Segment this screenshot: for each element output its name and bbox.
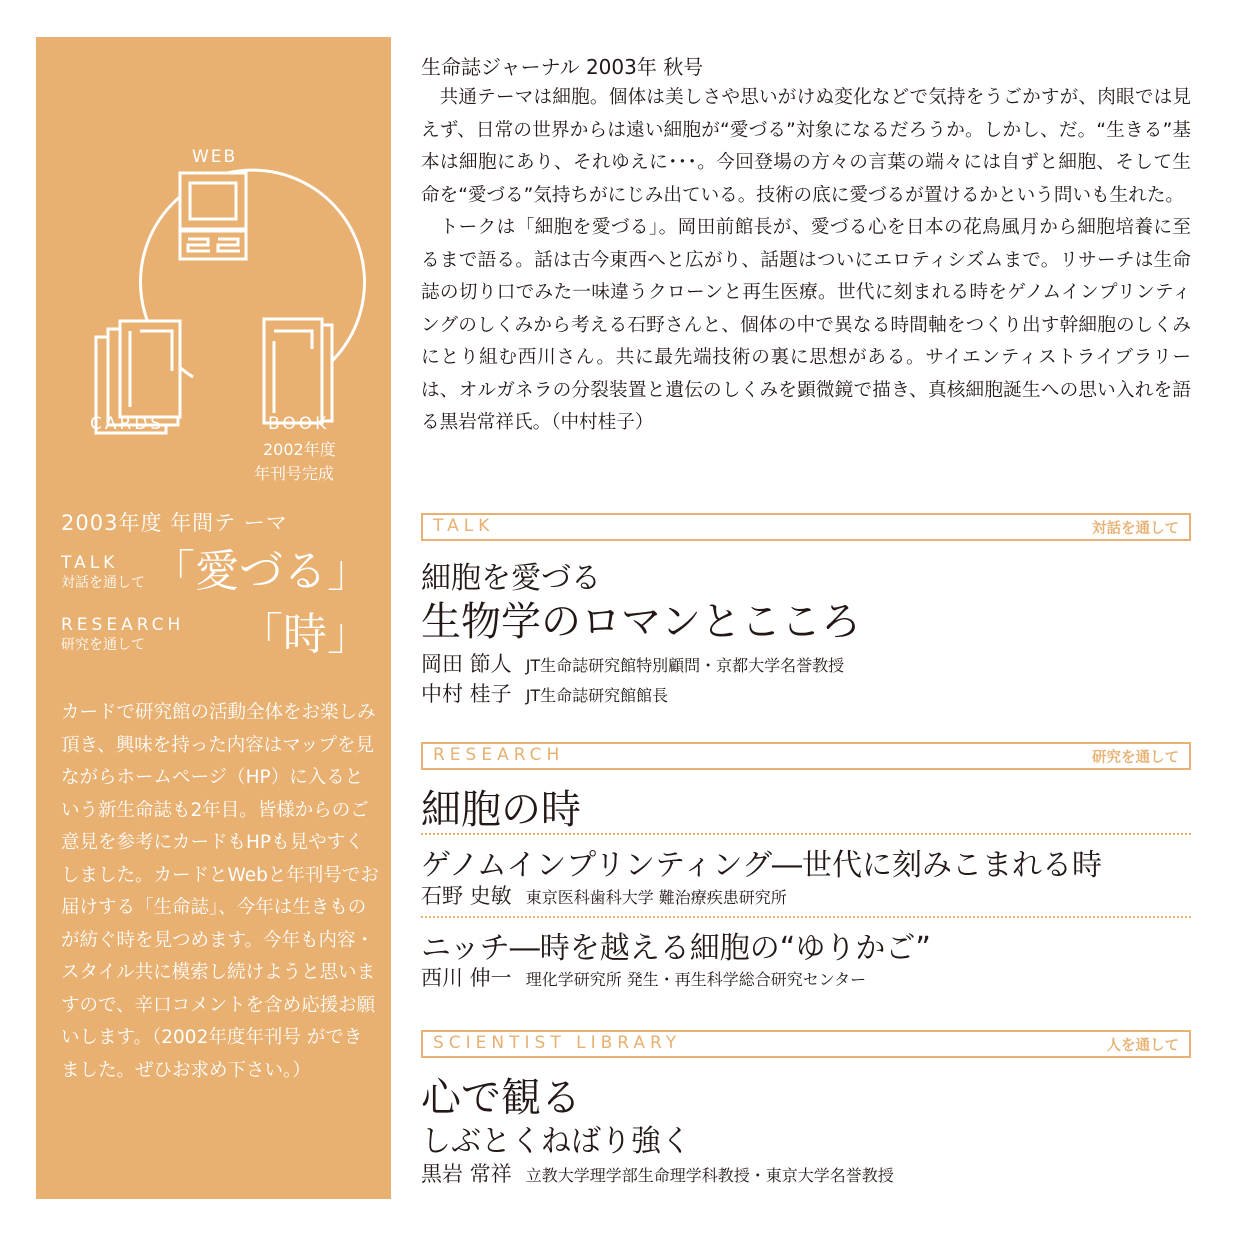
person-name: 黒岩 常祥	[421, 1162, 512, 1186]
sidebar-panel	[36, 37, 391, 1199]
research-theme-word: 「時」	[239, 609, 371, 660]
talk-person-1	[421, 648, 844, 678]
person-name: 西川 伸一	[421, 966, 512, 990]
logo-web-label: WEB	[192, 147, 238, 167]
research-bar-sublabel: 研究を通して	[1092, 750, 1179, 766]
library-title-1: 心で観る	[421, 1075, 581, 1121]
talk-section-bar	[421, 513, 1191, 541]
talk-bar-label: TALK	[433, 516, 495, 536]
logo-book-label: BOOK	[268, 414, 330, 434]
person-affiliation: JT生命誌研究館館長	[525, 686, 669, 705]
research-section-bar	[421, 742, 1191, 770]
talk-theme-word: 「愛づる」	[151, 546, 371, 597]
talk-title-2: 生物学のロマンとこころ	[421, 599, 861, 645]
library-person	[421, 1158, 894, 1188]
dotted-divider	[421, 916, 1191, 918]
research-title: 細胞の時	[421, 787, 581, 833]
dotted-divider	[421, 833, 1191, 835]
research-item-2-title: ニッチ―時を越える細胞の“ゆりかご”	[421, 931, 931, 966]
library-bar-sublabel: 人を通して	[1106, 1038, 1179, 1054]
library-bar-label: SCIENTIST LIBRARY	[433, 1033, 682, 1053]
person-affiliation: JT生命誌研究館特別顧問・京都大学名誉教授	[525, 656, 845, 675]
intro-paragraph-1: 共通テーマは細胞。個体は美しさや思いがけぬ変化などで気持をうごかすが、肉眼では見えず、日常の世界からは遠い細胞が“愛づる”対象になるだろうか。しかし、だ。“生きる”基本は細胞にあり、それゆえに･･･。今回登場の方々の言葉の端々には自ずと細胞、そして生命を“愛づる”気持ちがにじみ出ている。技術の底に愛づるが置けるかという問いも生れた。	[421, 87, 1191, 206]
person-affiliation: 理化学研究所 発生・再生科学総合研究センター	[525, 970, 867, 989]
research-item-1-title: ゲノムインプリンティング―世代に刻みこまれる時	[421, 848, 1102, 883]
logo-caption-2: 年刊号完成	[254, 464, 335, 483]
research-item-2-person	[421, 962, 866, 992]
logo-cards-label: CARDS	[90, 414, 165, 434]
web-cards-book-logo	[88, 107, 388, 487]
research-label-en: RESEARCH	[61, 615, 185, 635]
person-affiliation: 立教大学理学部生命理学科教授・東京大学名誉教授	[525, 1166, 894, 1185]
person-name: 岡田 節人	[421, 652, 512, 676]
main-intro	[421, 52, 1191, 440]
intro-text	[421, 82, 1191, 440]
talk-label-en: TALK	[61, 553, 119, 573]
research-label-jp: 研究を通して	[61, 637, 145, 653]
library-section-bar	[421, 1030, 1191, 1058]
talk-label-jp: 対話を通して	[61, 575, 145, 591]
issue-title: 生命誌ジャーナル 2003年 秋号	[421, 55, 704, 79]
person-name: 石野 史敏	[421, 884, 512, 908]
logo-graphic	[88, 107, 388, 487]
person-affiliation: 東京医科歯科大学 難治療疾患研究所	[525, 888, 787, 907]
annual-theme-heading: 2003年度 年間テ ーマ	[61, 511, 288, 535]
research-bar-label: RESEARCH	[433, 745, 565, 765]
person-name: 中村 桂子	[421, 682, 512, 706]
talk-person-2	[421, 678, 668, 708]
talk-bar-sublabel: 対話を通して	[1092, 521, 1179, 537]
intro-paragraph-2: トークは「細胞を愛づる」。岡田前館長が、愛づる心を日本の花鳥風月から細胞培養に至るまで語る。話は古今東西へと広がり、話題はついにエロティシズムまで。リサーチは生命誌の切り口でみた一味違うクローンと再生医療。世代に刻まれる時をゲノムインプリンティングのしくみから考える石野さんと、個体の中で異なる時間軸をつくり出す幹細胞のしくみにとり組む西川さん。共に最先端技術の裏に思想がある。サイエンティストライブラリーは、オルガネラの分裂装置と遺伝のしくみを顕微鏡で描き、真核細胞誕生への思い入れを語る黒岩常祥氏。（中村桂子）	[421, 217, 1191, 433]
sidebar-body-text: カードで研究館の活動全体をお楽しみ頂き、興味を持った内容はマップを見ながらホームページ（HP）に入るという新生命誌も2年目。皆様からのご意見を参考にカードもHPも見やすくしました。カードとWebと年刊号でお届けする「生命誌」、今年は生きものが紡ぐ時を見つめます。今年も内容・スタイル共に模索し続けようと思いますので、辛口コメントを含め応援お願いします。（2002年度年刊号 ができました。ぜひお求め下さい。）	[61, 702, 379, 1081]
research-item-1-person	[421, 880, 787, 910]
talk-title-1: 細胞を愛づる	[421, 561, 601, 596]
logo-caption-1: 2002年度	[263, 440, 336, 459]
research-label	[61, 614, 184, 654]
talk-label	[61, 552, 145, 592]
library-title-2: しぶとくねばり強く	[421, 1124, 691, 1159]
